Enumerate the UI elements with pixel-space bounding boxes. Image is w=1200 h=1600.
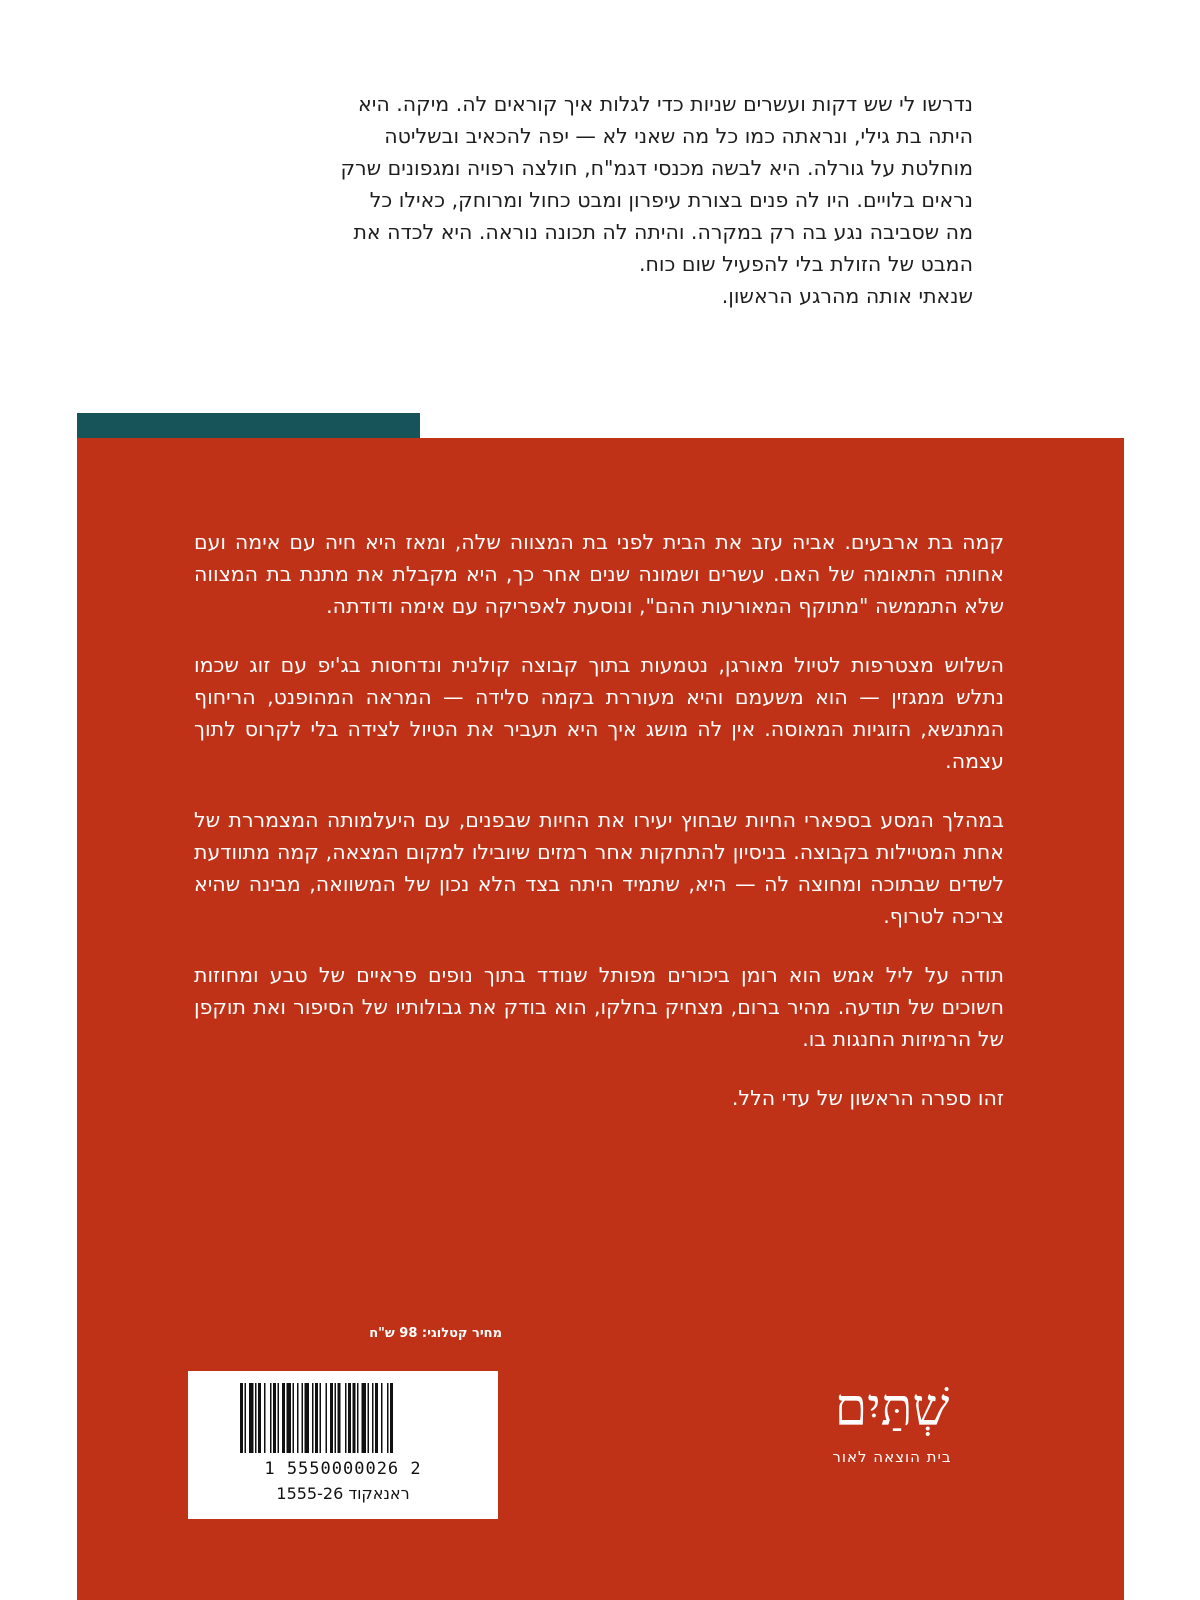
publisher-subtitle: בית הוצאה לאור bbox=[832, 1448, 952, 1466]
blurb-paragraph: השלוש מצטרפות לטיול מאורגן, נטמעות בתוך קבוצה קולנית ונדחסות בג'יפ עם זוג שכמו נתלש ממגזין — הוא משעמם והיא מעוררת בקמה סלידה — המראה המהופנט, הריחוף המתנשא, הזוגיות המאוסה. אין לה מושג איך היא תעביר את הטיול לצידה בלי לקרוס לתוך עצמה. bbox=[194, 653, 1004, 773]
blurb-paragraph: זהו ספרה הראשון של עדי הלל. bbox=[731, 1086, 1004, 1110]
excerpt-line: מה שסביבה נגע בה רק במקרה. והיתה לה תכונה נוראה. היא לכדה את bbox=[353, 220, 973, 244]
red-blurb-panel bbox=[77, 438, 1124, 1600]
back-cover-excerpt bbox=[218, 88, 973, 312]
price-label: מחיר קטלוגי: 98 ש"ח bbox=[369, 1326, 502, 1341]
barcode-number: 1 5550000026 2 bbox=[264, 1459, 422, 1479]
barcode-code: ראנאקוד 1555-26 bbox=[276, 1484, 410, 1503]
excerpt-line: המבט של הזולת בלי להפעיל שום כוח. bbox=[639, 252, 973, 276]
excerpt-line: מוחלטת על גורלה. היא לבשה מכנסי דגמ"ח, חולצה רפויה ומגפונים שרק bbox=[340, 156, 973, 180]
excerpt-line: נדרשו לי שש דקות ועשרים שניות כדי לגלות איך קוראים לה. מיקה. היא bbox=[358, 92, 973, 116]
barcode-box bbox=[188, 1371, 498, 1519]
barcode-icon bbox=[238, 1383, 448, 1453]
excerpt-line: שנאתי אותה מהרגע הראשון. bbox=[721, 284, 973, 308]
book-blurb bbox=[194, 526, 1004, 1141]
publisher-logo-mark: שְׁתַּיִם bbox=[834, 1378, 950, 1438]
publisher-logo bbox=[777, 1378, 1007, 1466]
blurb-paragraph: תודה על ליל אמש הוא רומן ביכורים מפותל שנודד בתוך נופים פראיים של טבע ומחוזות חשוכים של תודעה. מהיר ברום, מצחיק בחלקו, הוא בודק את גבולותיו של הסיפור ואת תוקפן של הרמיזות החנגות בו. bbox=[194, 963, 1004, 1051]
excerpt-line: נראים בלויים. היו לה פנים בצורת עיפרון ומבט כחול ומרוחק, כאילו כל bbox=[369, 188, 973, 212]
excerpt-line: היתה בת גילי, ונראתה כמו כל מה שאני לא — יפה להכאיב ובשליטה bbox=[384, 124, 973, 148]
blurb-paragraph: קמה בת ארבעים. אביה עזב את הבית לפני בת המצווה שלה, ומאז היא חיה עם אימה ועם אחותה התאומה של האם. עשרים ושמונה שנים אחר כך, היא מקבלת את מתנת בת המצווה שלא התממשה "מתוקף המאורעות ההם", ונוסעת לאפריקה עם אימה ודודתה. bbox=[194, 530, 1004, 618]
blurb-paragraph: במהלך המסע בספארי החיות שבחוץ יעירו את החיות שבפנים, עם היעלמותה המצמררת של אחת המטיילות בקבוצה. בניסיון להתחקות אחר רמזים שיובילו למקום המצאה, קמה מתוודעת לשדים שבתוכה ומחוצה לה — היא, שתמיד היתה בצד הלא נכון של המשוואה, מבינה שהיא צריכה לטרוף. bbox=[194, 808, 1004, 928]
